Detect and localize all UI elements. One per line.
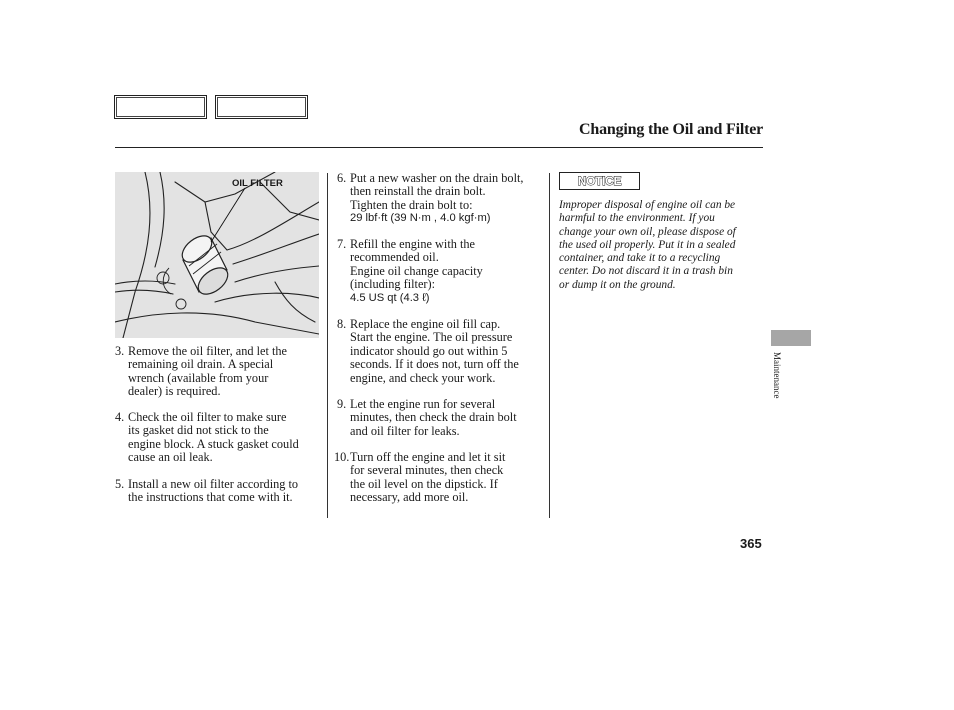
step-number: 3. xyxy=(115,344,125,358)
column-divider-2 xyxy=(549,173,550,518)
oil-filter-illustration xyxy=(115,172,319,338)
header-rule xyxy=(115,147,763,148)
step-line: Install a new oil filter according to xyxy=(128,477,299,491)
step-number: 7. xyxy=(337,237,347,251)
step-line: Turn off the engine and let it sit xyxy=(350,450,506,464)
step-number: 10. xyxy=(334,450,350,464)
step-line: for several minutes, then check xyxy=(350,463,504,478)
step-line: Put a new washer on the drain bolt, xyxy=(350,171,524,185)
step-line: Remove the oil filter, and let the xyxy=(128,344,287,358)
section-tab[interactable] xyxy=(771,330,811,346)
notice-badge xyxy=(559,172,640,190)
notice-line: the used oil properly. Put it in a sealed xyxy=(559,238,736,251)
step-line: Engine oil change capacity xyxy=(350,263,483,278)
step-line: recommended oil. xyxy=(350,250,439,265)
step-line: wrench (available from your xyxy=(128,370,269,385)
page-number: 365 xyxy=(740,536,762,551)
step-line: Check the oil filter to make sure xyxy=(128,410,287,424)
engine-drawing xyxy=(115,172,319,338)
step-line: and oil filter for leaks. xyxy=(350,423,460,438)
step-line: the oil level on the dipstick. If xyxy=(350,476,498,491)
step-number: 5. xyxy=(115,477,125,491)
step-line: Refill the engine with the xyxy=(350,237,475,251)
figure-label: OIL FILTER xyxy=(232,178,283,189)
step-number: 6. xyxy=(337,171,347,185)
torque-spec: 29 lbf·ft (39 N·m , 4.0 kgf·m) xyxy=(350,212,491,225)
step-line: seconds. If it does not, turn off the xyxy=(350,357,519,372)
notice-badge-text: NOTICE xyxy=(577,174,622,188)
step-line: engine, and check your work. xyxy=(350,370,496,385)
step-line: then reinstall the drain bolt. xyxy=(350,184,486,199)
notice-line: center. Do not discard it in a trash bin xyxy=(559,265,733,278)
notice-text xyxy=(559,199,736,292)
section-label-text: Maintenance xyxy=(772,352,782,399)
notice-line: container, and take it to a recycling xyxy=(559,252,721,265)
step-line: engine block. A stuck gasket could xyxy=(128,436,299,451)
step-line: Replace the engine oil fill cap. xyxy=(350,317,501,331)
nav-box-2[interactable] xyxy=(215,95,308,119)
step-line: its gasket did not stick to the xyxy=(128,423,269,438)
step-number: 8. xyxy=(337,317,347,331)
step-number: 4. xyxy=(115,410,125,424)
oil-capacity-spec: 4.5 US qt (4.3 ℓ) xyxy=(350,291,430,304)
step-line: Start the engine. The oil pressure xyxy=(350,330,513,345)
notice-line: or dump it on the ground. xyxy=(559,278,676,291)
step-line: remaining oil drain. A special xyxy=(128,357,274,372)
notice-line: change your own oil, please dispose of xyxy=(559,225,736,238)
notice-line: Improper disposal of engine oil can be xyxy=(559,199,736,211)
section-label xyxy=(771,352,783,422)
step-line: indicator should go out within 5 xyxy=(350,343,508,358)
step-line: dealer) is required. xyxy=(128,384,221,399)
step-number: 9. xyxy=(337,397,347,411)
step-line: the instructions that come with it. xyxy=(128,490,293,505)
page-title: Changing the Oil and Filter xyxy=(579,121,763,138)
column-divider-1 xyxy=(327,173,328,518)
step-line: (including filter): xyxy=(350,277,436,292)
notice-line: harmful to the environment. If you xyxy=(559,212,715,225)
step-line: Tighten the drain bolt to: xyxy=(350,197,473,212)
step-line: Let the engine run for several xyxy=(350,397,496,411)
step-line: cause an oil leak. xyxy=(128,450,213,465)
nav-box-1[interactable] xyxy=(114,95,207,119)
step-line: necessary, add more oil. xyxy=(350,490,469,505)
step-line: minutes, then check the drain bolt xyxy=(350,410,517,425)
